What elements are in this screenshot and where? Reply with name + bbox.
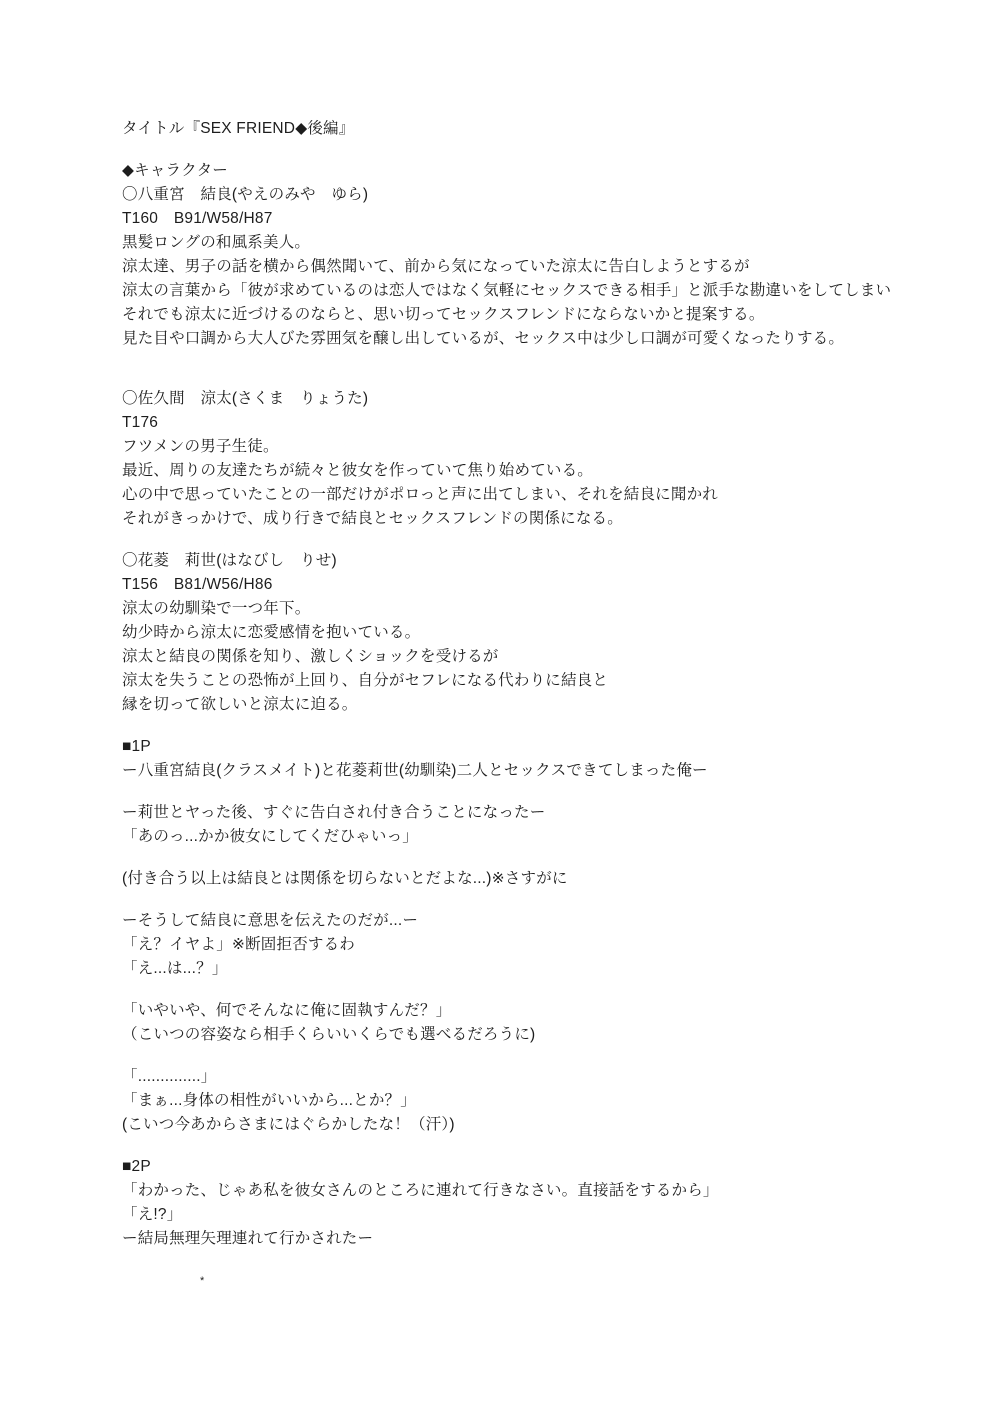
text-line: ■2P (122, 1158, 151, 1175)
text-line: ー八重宮結良(クラスメイト)と花菱莉世(幼馴染)二人とセックスできてしまった俺ー (122, 762, 708, 779)
text-line: * (200, 1275, 205, 1287)
text-line: （こいつの容姿なら相手くらいいくらでも選べるだろうに) (122, 1026, 536, 1043)
blank-line (122, 1047, 960, 1065)
text-line: 〇佐久間 涼太(さくま りょうた) (122, 390, 369, 407)
blank-line (122, 849, 960, 867)
blank-line (122, 1137, 960, 1155)
section-character-hanabishi (122, 531, 960, 717)
text-line: 黒髪ロングの和風系美人。 (122, 234, 311, 251)
text-line: 「..............」 (122, 1068, 217, 1085)
section-page1-refusal (122, 891, 960, 981)
blank-line (122, 531, 960, 549)
text-line: (こいつ今あからさまにはぐらかしたな！（汗）) (122, 1116, 455, 1133)
text-line: 涼太達、男子の話を横から偶然聞いて、前から気になっていた涼太に告白しようとするが (122, 258, 750, 275)
text-line: 涼太を失うことの恐怖が上回り、自分がセフレになる代わりに結良と (122, 672, 609, 689)
blank-line (122, 351, 960, 369)
text-line: 心の中で思っていたことの一部だけがポロっと声に出てしまい、それを結良に聞かれ (122, 486, 718, 503)
blank-line (122, 1251, 960, 1269)
text-line: ー結局無理矢理連れて行かされたー (122, 1230, 374, 1247)
text-line: 最近、周りの友達たちが続々と彼女を作っていて焦り始めている。 (122, 462, 594, 479)
text-line: T160 B91/W58/H87 (122, 210, 273, 227)
text-line: 「え？イヤよ」※断固拒否するわ (122, 936, 355, 953)
text-line: 涼太と結良の関係を知り、激しくショックを受けるが (122, 648, 499, 665)
section-page2 (122, 1137, 960, 1251)
blank-line (122, 369, 960, 387)
text-line: 「あのっ...かか彼女にしてくだひゃいっ」 (122, 828, 418, 845)
text-line: タイトル『SEX FRIEND◆後編』 (122, 120, 355, 137)
text-line: 〇八重宮 結良(やえのみや ゆら) (122, 186, 369, 203)
text-line: (付き合う以上は結良とは関係を切らないとだよな...)※さすがに (122, 870, 568, 887)
text-line: 涼太の幼馴染で一つ年下。 (122, 600, 311, 617)
text-line: ーそうして結良に意思を伝えたのだが...ー (122, 912, 419, 929)
text-line: 「わかった、じゃあ私を彼女さんのところに連れて行きなさい。直接話をするから」 (122, 1182, 719, 1199)
text-line: ー莉世とヤった後、すぐに告白され付き合うことになったー (122, 804, 546, 821)
text-line: 涼太の言葉から「彼が求めているのは恋人ではなく気軽にセックスできる相手」と派手な勘違いをしてしまい (122, 282, 892, 299)
section-character-yaenomiya (122, 141, 960, 351)
section-footnote-asterisk (122, 1251, 960, 1293)
blank-line (122, 141, 960, 159)
blank-line (122, 783, 960, 801)
section-page1-question (122, 981, 960, 1047)
text-line: それでも涼太に近づけるのならと、思い切ってセックスフレンドにならないかと提案する。 (122, 306, 765, 323)
text-line: 「え...は...？」 (122, 960, 228, 977)
blank-line (122, 981, 960, 999)
text-line: ◆キャラクター (122, 162, 229, 179)
text-line: 〇花菱 莉世(はなびし りせ) (122, 552, 337, 569)
text-line: T156 B81/W56/H86 (122, 576, 273, 593)
section-page1-answer (122, 1047, 960, 1137)
text-line: ■1P (122, 738, 151, 755)
section-title (122, 117, 960, 141)
blank-line (122, 891, 960, 909)
section-page1-heading (122, 717, 960, 783)
text-line: 「いやいや、何でそんなに俺に固執すんだ？」 (122, 1002, 452, 1019)
text-line: 縁を切って欲しいと涼太に迫る。 (122, 696, 358, 713)
text-line: フツメンの男子生徒。 (122, 438, 279, 455)
section-character-sakuma (122, 351, 960, 531)
text-line: それがきっかけで、成り行きで結良とセックスフレンドの関係になる。 (122, 510, 623, 527)
text-line: T176 (122, 414, 159, 431)
section-page1-confession (122, 783, 960, 849)
blank-line (122, 717, 960, 735)
section-page1-monologue (122, 849, 960, 891)
text-line: 見た目や口調から大人びた雰囲気を醸し出しているが、セックス中は少し口調が可愛くなったりする。 (122, 330, 845, 347)
text-line: 「まぁ...身体の相性がいいから...とか？」 (122, 1092, 416, 1109)
text-line: 幼少時から涼太に恋愛感情を抱いている。 (122, 624, 421, 641)
text-line: 「え!?」 (122, 1206, 183, 1223)
